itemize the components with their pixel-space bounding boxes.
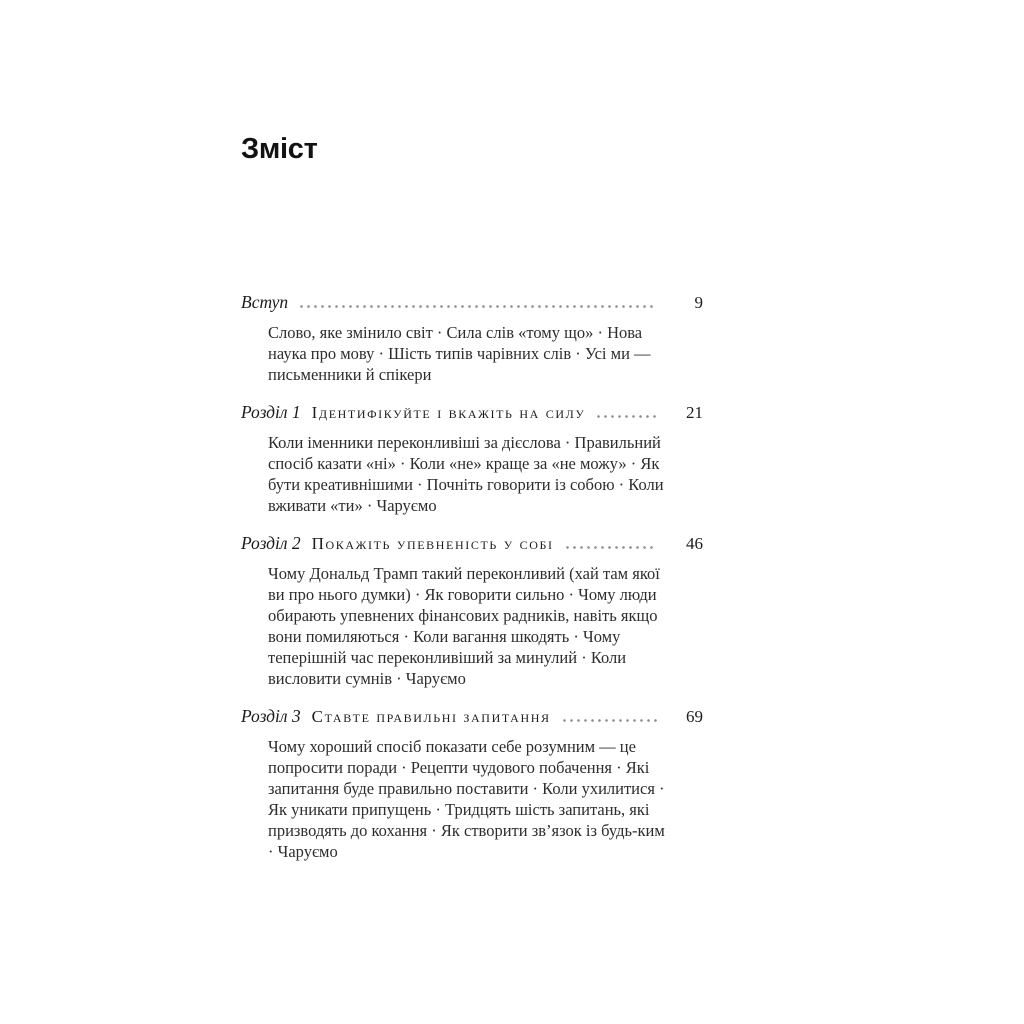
toc-entry: [241, 292, 703, 385]
toc-entry: [241, 533, 703, 689]
toc-entry: [241, 402, 703, 516]
toc-entry-label: Розділ 2: [241, 533, 301, 553]
toc-entry-page-number: 46: [686, 534, 703, 553]
dotted-leader: [300, 305, 657, 308]
dotted-leader: [566, 546, 657, 549]
toc-entry-label: Розділ 3: [241, 706, 301, 726]
toc-entry-header: [241, 402, 703, 423]
toc-entry-chapter-title: Покажіть упевненість у собі: [311, 534, 554, 553]
dotted-leader: [597, 415, 657, 418]
toc-entry-header: [241, 292, 703, 313]
toc-entry-page-number: 21: [686, 403, 703, 422]
toc-entry-page-number: 69: [686, 707, 703, 726]
toc-entry-header: [241, 706, 703, 727]
toc-entry-description: Коли іменники переконливіші за дієслова · Правильний спосіб казати «ні» · Коли «не» краще за «не можу» · Як бути креативнішими · Почніть говорити із собою · Коли вживати «ти» · Чаруємо: [268, 433, 664, 515]
toc-entry-header: [241, 533, 703, 554]
toc-entry-description: Чому хороший спосіб показати себе розумним — це попросити поради · Рецепти чудового побачення · Які запитання буде правильно поставити · Коли ухилитися · Як уникати припущень · Тридцять шість запитань, які призводять до кохання · Як створити зв’язок із будь-ким · Чаруємо: [268, 737, 665, 861]
toc-entry-description: Чому Дональд Трамп такий переконливий (хай там якої ви про нього думки) · Як говорити сильно · Чому люди обирають упевнених фінансових радників, навіть якщо вони помиляються · Коли вагання шкодять · Чому теперішній час переконливіший за минулий · Коли висловити сумнів · Чаруємо: [268, 564, 660, 688]
toc-entry-label: Вступ: [241, 292, 289, 312]
page-title: Зміст: [241, 133, 318, 165]
toc-entry-label: Розділ 1: [241, 402, 301, 422]
toc-entry-chapter-title: Ставте правильні запитання: [311, 707, 551, 726]
toc-entry: [241, 706, 703, 862]
toc-entry-page-number: 9: [694, 293, 703, 312]
toc-entry-chapter-title: Ідентифікуйте і вкажіть на силу: [311, 403, 586, 422]
toc-content: [241, 132, 703, 879]
dotted-leader: [563, 719, 657, 722]
toc-entry-description: Слово, яке змінило світ · Сила слів «тому що» · Нова наука про мову · Шість типів чарівних слів · Усі ми — письменники й спікери: [268, 323, 651, 384]
